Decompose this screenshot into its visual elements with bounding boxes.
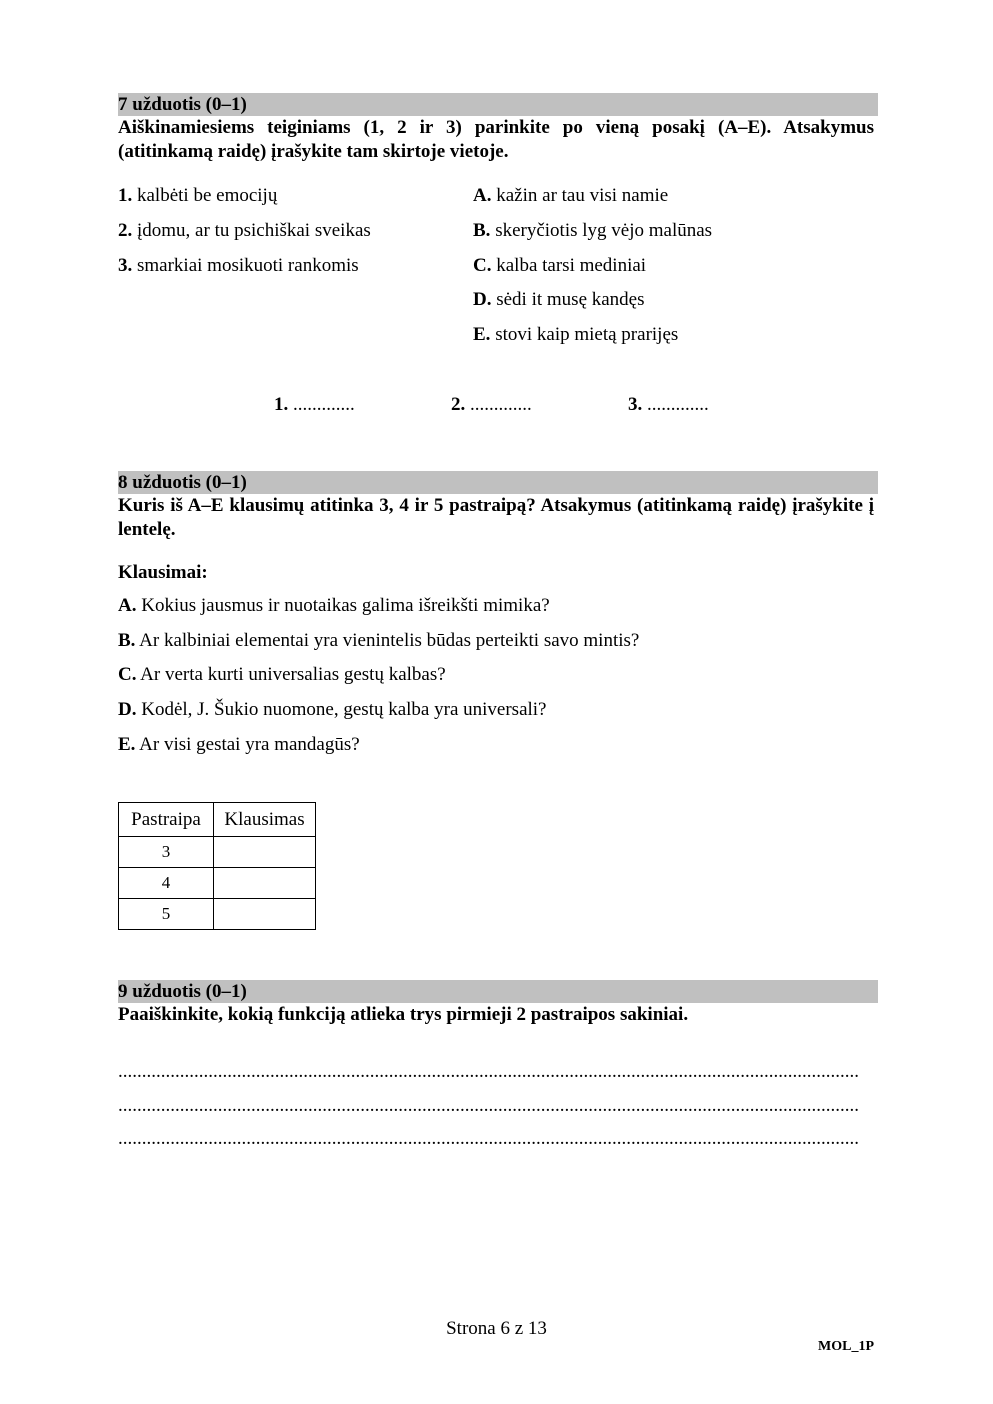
task8-question-d: D. Kodėl, J. Šukio nuomone, gestų kalba yra universali? [118, 699, 547, 720]
task7-statement-3: 3. smarkiai mosikuoti rankomis [118, 255, 359, 276]
task7-statement-1: 1. kalbėti be emocijų [118, 185, 278, 206]
task8-answer-table [118, 802, 316, 930]
task7-statement-2: 2. įdomu, ar tu psichiškai sveikas [118, 220, 371, 241]
task9-answer-line-1[interactable]: ............................................................................................................................................................ [118, 1062, 859, 1082]
document-code: MOL_1P [818, 1339, 874, 1354]
page-number: Strona 6 z 13 [446, 1318, 547, 1339]
table-cell-paragraph: 3 [119, 837, 214, 868]
task9-answer-line-3[interactable]: ............................................................................................................................................................ [118, 1129, 859, 1149]
task7-header: 7 užduotis (0–1) [118, 93, 878, 116]
task9-instruction: Paaiškinkite, kokią funkciją atlieka trys pirmieji 2 pastraipos sakiniai. [118, 1004, 689, 1025]
table-row [119, 868, 316, 899]
task8-question-c: C. Ar verta kurti universalias gestų kalbas? [118, 664, 446, 685]
task7-instruction: Aiškinamiesiems teiginiams (1, 2 ir 3) parinkite po vieną posakį (A–E). Atsakymus (atitinkamą raidę) įrašykite tam skirtoje vietoje. [118, 117, 874, 162]
task7-answer-3[interactable]: 3. ............. [628, 394, 709, 415]
table-cell-paragraph: 4 [119, 868, 214, 899]
task8-question-a: A. Kokius jausmus ir nuotaikas galima išreikšti mimika? [118, 595, 550, 616]
table-cell-paragraph: 5 [119, 899, 214, 930]
table-cell-answer[interactable] [214, 899, 316, 930]
table-row [119, 899, 316, 930]
table-cell-answer[interactable] [214, 837, 316, 868]
task8-header: 8 užduotis (0–1) [118, 471, 878, 494]
exam-page [118, 0, 878, 1404]
task7-saying-d: D. sėdi it musę kandęs [473, 289, 645, 310]
task7-saying-a: A. kažin ar tau visi namie [473, 185, 669, 206]
task7-answer-1[interactable]: 1. ............. [274, 394, 355, 415]
task9-header: 9 užduotis (0–1) [118, 980, 878, 1003]
task8-questions-title: Klausimai: [118, 562, 208, 583]
table-header-klausimas: Klausimas [214, 803, 316, 837]
task7-saying-e: E. stovi kaip mietą prarijęs [473, 324, 679, 345]
task8-question-e: E. Ar visi gestai yra mandagūs? [118, 734, 360, 755]
task8-instruction: Kuris iš A–E klausimų atitinka 3, 4 ir 5 pastraipą? Atsakymus (atitinkamą raidę) įrašykite į lentelę. [118, 495, 874, 540]
task7-saying-c: C. kalba tarsi mediniai [473, 255, 647, 276]
table-header-pastraipa: Pastraipa [119, 803, 214, 837]
task7-saying-b: B. skeryčiotis lyg vėjo malūnas [473, 220, 713, 241]
task9-answer-line-2[interactable]: ............................................................................................................................................................ [118, 1096, 859, 1116]
task7-answer-2[interactable]: 2. ............. [451, 394, 532, 415]
task8-question-b: B. Ar kalbiniai elementai yra vienintelis būdas perteikti savo mintis? [118, 630, 640, 651]
table-row [119, 837, 316, 868]
table-cell-answer[interactable] [214, 868, 316, 899]
